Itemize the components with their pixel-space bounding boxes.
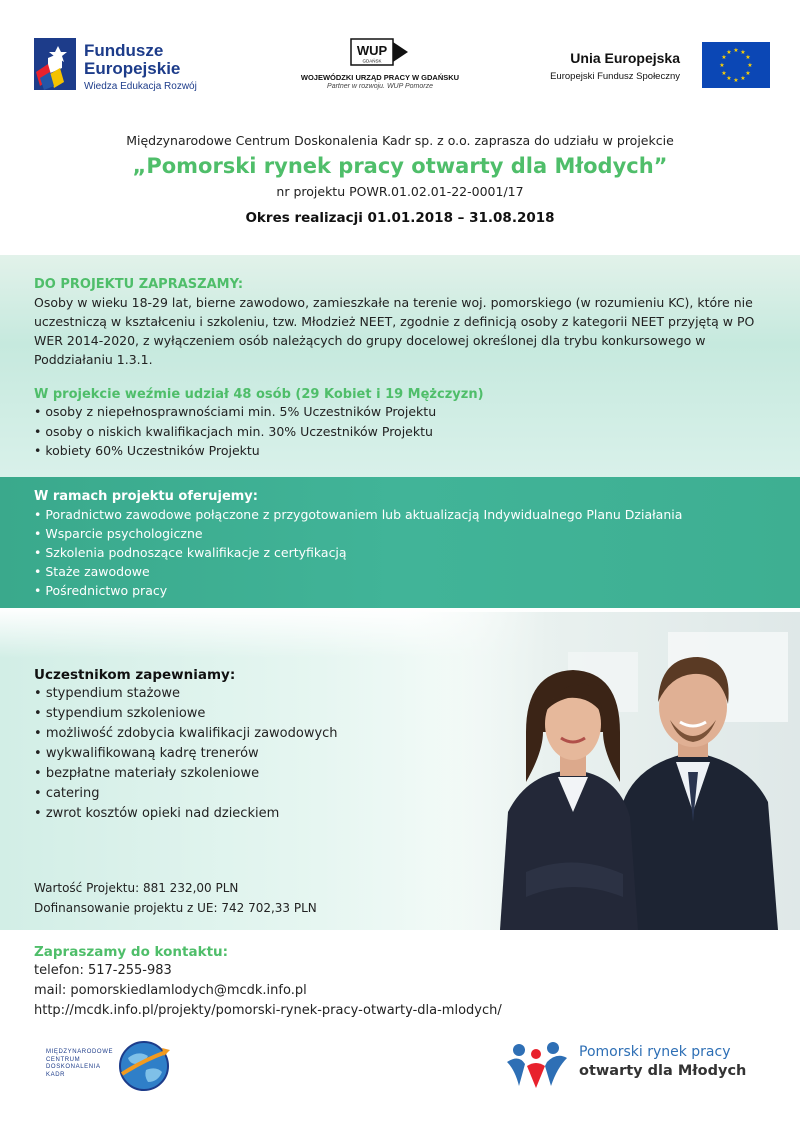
invite-line: Międzynarodowe Centrum Doskonalenia Kadr sp. z o.o. zaprasza do udziału w projekcie	[126, 133, 674, 148]
provide-list	[34, 684, 434, 824]
list-item: • możliwość zdobycia kwalifikacji zawodowych	[34, 724, 434, 744]
wup-logo	[295, 38, 465, 98]
list-item: • bezpłatne materiały szkoleniowe	[34, 764, 434, 784]
contact-phone: telefon: 517-255-983	[34, 963, 172, 978]
wup-mark-sub: GDAŃSK	[362, 58, 382, 64]
project-logo-line2: otwarty dla Młodych	[579, 1063, 747, 1079]
participants-photo	[408, 612, 800, 930]
fundusze-europejskie-logo	[34, 38, 234, 98]
provide-heading: Uczestnikom zapewniamy:	[34, 667, 236, 683]
svg-text:★: ★	[740, 75, 746, 82]
svg-text:★: ★	[733, 77, 739, 84]
list-item: • Pośrednictwo pracy	[34, 581, 784, 600]
svg-text:★: ★	[721, 54, 727, 61]
mcdk-line2: CENTRUM	[46, 1056, 81, 1063]
svg-text:★: ★	[747, 62, 753, 69]
list-item: • Szkolenia podnoszące kwalifikacje z certyfikacją	[34, 543, 784, 562]
list-item: • osoby z niepełnosprawnościami min. 5% Uczestników Projektu	[34, 402, 774, 422]
list-item: • zwrot kosztów opieki nad dzieckiem	[34, 804, 434, 824]
list-item: • stypendium stażowe	[34, 684, 434, 704]
wup-tagline: Partner w rozwoju. WUP Pomorze	[327, 83, 433, 90]
list-item: • Staże zawodowe	[34, 562, 784, 581]
participants-heading: W projekcie weźmie udział 48 osób (29 Kobiet i 19 Mężczyzn)	[34, 387, 484, 402]
provide-section	[34, 667, 434, 824]
fe-subtitle: Wiedza Edukacja Rozwój	[84, 81, 197, 92]
wup-name: WOJEWÓDZKI URZĄD PRACY W GDAŃSKU	[300, 73, 460, 82]
svg-text:★: ★	[745, 54, 751, 61]
intro	[0, 133, 800, 226]
people-icon	[505, 1040, 567, 1092]
mcdk-line1: MIĘDZYNARODOWE	[46, 1049, 114, 1055]
participants-list	[34, 402, 774, 461]
fe-title-line2: Europejskie	[84, 59, 181, 78]
invited-text: Osoby w wieku 18-29 lat, bierne zawodowo, zamieszkałe na terenie woj. pomorskiego (w rozumieniu KC), które nie uczestniczą w kształceniu i szkoleniu, tzw. Młodzież NEET, zgodnie z definicją osoby z kategorii NEET przyjętą w PO WER 2014-2020, z wyłączeniem osób należących do grupy docelowej określonej dla trybu konkursowego w Poddziałaniu 1.3.1.	[34, 295, 755, 367]
list-item: • osoby o niskich kwalifikacjach min. 30% Uczestników Projektu	[34, 422, 774, 442]
wup-arrow-icon	[350, 38, 410, 66]
ue-title: Unia Europejska	[570, 50, 680, 66]
mcdk-line3: DOSKONALENIA	[46, 1064, 101, 1070]
list-item: • Poradnictwo zawodowe połączone z przygotowaniem lub aktualizacją Indywidualnego Planu Działania	[34, 505, 784, 524]
offer-list	[34, 505, 784, 600]
project-number: nr projektu POWR.01.02.01-22-0001/17	[276, 184, 524, 199]
svg-text:★: ★	[721, 70, 727, 77]
project-title: „Pomorski rynek pracy otwarty dla Młodych”	[132, 154, 668, 178]
fe-title-line1: Fundusze	[84, 41, 164, 60]
svg-text:★: ★	[740, 49, 746, 56]
ue-subtitle: Europejski Fundusz Społeczny	[550, 71, 680, 82]
wup-mark-text: WUP	[356, 43, 388, 58]
contact-heading: Zapraszamy do kontaktu:	[34, 944, 229, 960]
project-logo	[505, 1036, 775, 1096]
mcdk-logo	[34, 1040, 174, 1100]
contact-url[interactable]: http://mcdk.info.pl/projekty/pomorski-rynek-pracy-otwarty-dla-mlodych/	[34, 1003, 502, 1018]
offer-section	[34, 489, 784, 600]
list-item: • kobiety 60% Uczestników Projektu	[34, 441, 774, 461]
list-item: • Wsparcie psychologiczne	[34, 524, 784, 543]
svg-text:★: ★	[733, 47, 739, 54]
svg-text:★: ★	[726, 75, 732, 82]
unia-europejska-logo	[540, 42, 770, 92]
svg-text:★: ★	[745, 70, 751, 77]
list-item: • wykwalifikowaną kadrę trenerów	[34, 744, 434, 764]
project-values	[34, 878, 317, 918]
project-logo-line1: Pomorski rynek pracy	[579, 1044, 731, 1060]
globe-icon	[118, 1040, 170, 1092]
contact-section	[34, 944, 502, 1021]
svg-text:★: ★	[726, 49, 732, 56]
fe-flag-icon	[34, 38, 76, 90]
project-period: Okres realizacji 01.01.2018 – 31.08.2018	[245, 210, 555, 226]
contact-mail[interactable]: mail: pomorskiedlamlodych@mcdk.info.pl	[34, 983, 307, 998]
mcdk-line4: KADR	[46, 1071, 66, 1078]
list-item: • stypendium szkoleniowe	[34, 704, 434, 724]
svg-text:★: ★	[719, 62, 725, 69]
eu-funding: Dofinansowanie projektu z UE: 742 702,33 PLN	[34, 901, 317, 915]
invited-heading: DO PROJEKTU ZAPRASZAMY:	[34, 277, 244, 292]
invited-section	[34, 277, 774, 461]
offer-heading: W ramach projektu oferujemy:	[34, 489, 258, 504]
eu-flag-icon	[702, 42, 770, 88]
header	[0, 0, 800, 120]
list-item: • catering	[34, 784, 434, 804]
project-value: Wartość Projektu: 881 232,00 PLN	[34, 881, 239, 895]
